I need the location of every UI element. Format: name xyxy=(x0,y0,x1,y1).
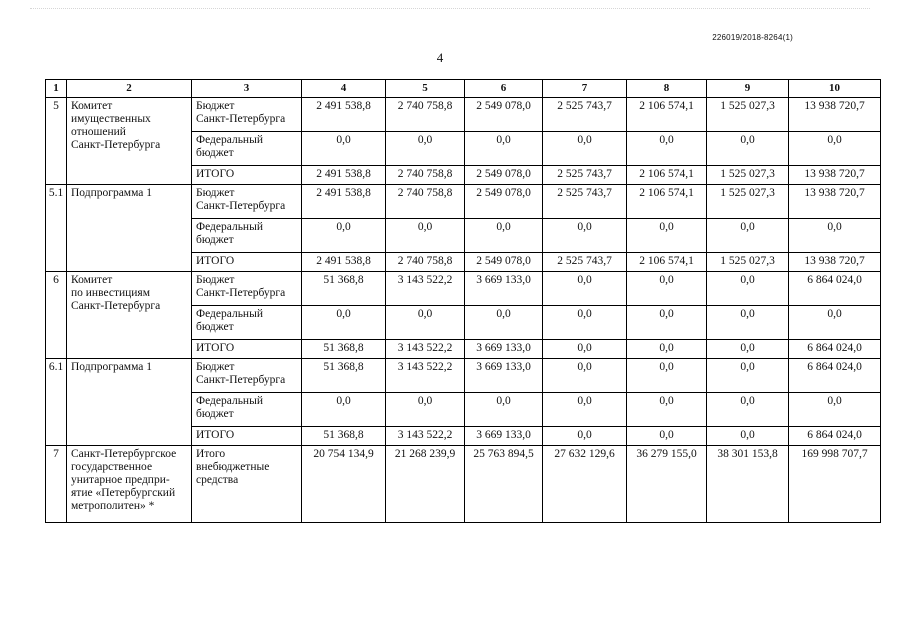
amount-cell: 0,0 xyxy=(543,359,627,393)
table-row xyxy=(46,446,881,523)
column-header-4: 4 xyxy=(302,80,386,98)
amount-cell: 0,0 xyxy=(627,132,707,166)
amount-cell: 169 998 707,7 xyxy=(789,446,881,523)
amount-cell: 2 549 078,0 xyxy=(465,98,543,132)
amount-cell: 0,0 xyxy=(707,393,789,427)
amount-cell: 38 301 153,8 xyxy=(707,446,789,523)
amount-cell: 2 740 758,8 xyxy=(386,253,465,272)
table-row xyxy=(46,98,881,132)
funding-source: Федеральный бюджет xyxy=(192,306,302,340)
amount-cell: 0,0 xyxy=(789,132,881,166)
table-row xyxy=(46,272,881,306)
amount-cell: 2 740 758,8 xyxy=(386,98,465,132)
amount-cell: 0,0 xyxy=(707,340,789,359)
funding-source: Бюджет Санкт-Петербурга xyxy=(192,272,302,306)
funding-source: Бюджет Санкт-Петербурга xyxy=(192,98,302,132)
row-number: 6.1 xyxy=(46,359,67,446)
amount-cell: 0,0 xyxy=(627,359,707,393)
amount-cell: 0,0 xyxy=(543,393,627,427)
amount-cell: 0,0 xyxy=(386,219,465,253)
amount-cell: 0,0 xyxy=(627,427,707,446)
funding-source: Бюджет Санкт-Петербурга xyxy=(192,359,302,393)
amount-cell: 13 938 720,7 xyxy=(789,98,881,132)
header-row xyxy=(46,80,881,98)
document-number: 226019/2018-8264(1) xyxy=(712,33,793,42)
funding-source: Федеральный бюджет xyxy=(192,219,302,253)
amount-cell: 2 740 758,8 xyxy=(386,185,465,219)
executor-name: Санкт-Петербургское государственное унитарное предпри- ятие «Петербургский метрополитен» * xyxy=(67,446,192,523)
amount-cell: 0,0 xyxy=(543,306,627,340)
amount-cell: 3 143 522,2 xyxy=(386,427,465,446)
amount-cell: 0,0 xyxy=(627,219,707,253)
amount-cell: 36 279 155,0 xyxy=(627,446,707,523)
amount-cell: 6 864 024,0 xyxy=(789,359,881,393)
amount-cell: 0,0 xyxy=(627,340,707,359)
amount-cell: 51 368,8 xyxy=(302,272,386,306)
page-number: 4 xyxy=(436,50,444,65)
amount-cell: 0,0 xyxy=(627,393,707,427)
column-header-5: 5 xyxy=(386,80,465,98)
amount-cell: 6 864 024,0 xyxy=(789,340,881,359)
column-header-8: 8 xyxy=(627,80,707,98)
amount-cell: 0,0 xyxy=(789,306,881,340)
amount-cell: 0,0 xyxy=(465,219,543,253)
funding-source: Федеральный бюджет xyxy=(192,393,302,427)
amount-cell: 21 268 239,9 xyxy=(386,446,465,523)
amount-cell: 0,0 xyxy=(302,306,386,340)
amount-cell: 0,0 xyxy=(302,393,386,427)
amount-cell: 3 143 522,2 xyxy=(386,359,465,393)
amount-cell: 25 763 894,5 xyxy=(465,446,543,523)
amount-cell: 0,0 xyxy=(707,359,789,393)
amount-cell: 3 143 522,2 xyxy=(386,272,465,306)
amount-cell: 6 864 024,0 xyxy=(789,427,881,446)
amount-cell: 0,0 xyxy=(465,132,543,166)
amount-cell: 13 938 720,7 xyxy=(789,253,881,272)
funding-source: Бюджет Санкт-Петербурга xyxy=(192,185,302,219)
table-row xyxy=(46,185,881,219)
table-body xyxy=(46,98,881,523)
amount-cell: 2 525 743,7 xyxy=(543,185,627,219)
amount-cell: 51 368,8 xyxy=(302,340,386,359)
amount-cell: 3 669 133,0 xyxy=(465,359,543,393)
amount-cell: 2 106 574,1 xyxy=(627,98,707,132)
amount-cell: 2 106 574,1 xyxy=(627,185,707,219)
amount-cell: 0,0 xyxy=(707,427,789,446)
amount-cell: 27 632 129,6 xyxy=(543,446,627,523)
amount-cell: 3 143 522,2 xyxy=(386,340,465,359)
funding-source: ИТОГО xyxy=(192,253,302,272)
amount-cell: 2 491 538,8 xyxy=(302,185,386,219)
amount-cell: 0,0 xyxy=(543,219,627,253)
amount-cell: 2 549 078,0 xyxy=(465,166,543,185)
executor-name: Подпрограмма 1 xyxy=(67,185,192,272)
amount-cell: 2 491 538,8 xyxy=(302,253,386,272)
column-header-3: 3 xyxy=(192,80,302,98)
amount-cell: 2 549 078,0 xyxy=(465,185,543,219)
funding-source: ИТОГО xyxy=(192,427,302,446)
row-number: 5 xyxy=(46,98,67,185)
amount-cell: 13 938 720,7 xyxy=(789,166,881,185)
amount-cell: 3 669 133,0 xyxy=(465,340,543,359)
funding-source: ИТОГО xyxy=(192,340,302,359)
amount-cell: 2 106 574,1 xyxy=(627,253,707,272)
column-header-1: 1 xyxy=(46,80,67,98)
amount-cell: 0,0 xyxy=(465,306,543,340)
amount-cell: 0,0 xyxy=(302,132,386,166)
executor-name: Комитет по инвестициям Санкт-Петербурга xyxy=(67,272,192,359)
amount-cell: 51 368,8 xyxy=(302,427,386,446)
amount-cell: 0,0 xyxy=(386,393,465,427)
amount-cell: 2 525 743,7 xyxy=(543,166,627,185)
row-number: 6 xyxy=(46,272,67,359)
row-number: 5.1 xyxy=(46,185,67,272)
amount-cell: 0,0 xyxy=(789,393,881,427)
amount-cell: 51 368,8 xyxy=(302,359,386,393)
budget-table xyxy=(45,79,881,523)
executor-name: Подпрограмма 1 xyxy=(67,359,192,446)
amount-cell: 0,0 xyxy=(302,219,386,253)
funding-source: ИТОГО xyxy=(192,166,302,185)
amount-cell: 0,0 xyxy=(707,219,789,253)
amount-cell: 0,0 xyxy=(543,340,627,359)
amount-cell: 1 525 027,3 xyxy=(707,166,789,185)
column-header-2: 2 xyxy=(67,80,192,98)
column-header-9: 9 xyxy=(707,80,789,98)
amount-cell: 0,0 xyxy=(543,132,627,166)
amount-cell: 0,0 xyxy=(707,132,789,166)
table-row xyxy=(46,359,881,393)
amount-cell: 3 669 133,0 xyxy=(465,427,543,446)
amount-cell: 2 106 574,1 xyxy=(627,166,707,185)
amount-cell: 2 525 743,7 xyxy=(543,253,627,272)
amount-cell: 0,0 xyxy=(543,272,627,306)
amount-cell: 2 491 538,8 xyxy=(302,166,386,185)
row-number: 7 xyxy=(46,446,67,523)
amount-cell: 1 525 027,3 xyxy=(707,98,789,132)
scan-artifact-line xyxy=(30,8,870,13)
column-header-10: 10 xyxy=(789,80,881,98)
amount-cell: 2 525 743,7 xyxy=(543,98,627,132)
amount-cell: 20 754 134,9 xyxy=(302,446,386,523)
amount-cell: 0,0 xyxy=(627,306,707,340)
amount-cell: 13 938 720,7 xyxy=(789,185,881,219)
amount-cell: 0,0 xyxy=(789,219,881,253)
amount-cell: 2 549 078,0 xyxy=(465,253,543,272)
funding-source: Итого внебюджетные средства xyxy=(192,446,302,523)
amount-cell: 2 740 758,8 xyxy=(386,166,465,185)
amount-cell: 2 491 538,8 xyxy=(302,98,386,132)
amount-cell: 6 864 024,0 xyxy=(789,272,881,306)
amount-cell: 0,0 xyxy=(707,306,789,340)
amount-cell: 0,0 xyxy=(543,427,627,446)
amount-cell: 0,0 xyxy=(386,306,465,340)
amount-cell: 3 669 133,0 xyxy=(465,272,543,306)
column-header-6: 6 xyxy=(465,80,543,98)
amount-cell: 0,0 xyxy=(627,272,707,306)
funding-source: Федеральный бюджет xyxy=(192,132,302,166)
amount-cell: 0,0 xyxy=(707,272,789,306)
amount-cell: 0,0 xyxy=(386,132,465,166)
amount-cell: 1 525 027,3 xyxy=(707,253,789,272)
amount-cell: 1 525 027,3 xyxy=(707,185,789,219)
amount-cell: 0,0 xyxy=(465,393,543,427)
column-header-7: 7 xyxy=(543,80,627,98)
executor-name: Комитет имущественных отношений Санкт-Петербурга xyxy=(67,98,192,185)
